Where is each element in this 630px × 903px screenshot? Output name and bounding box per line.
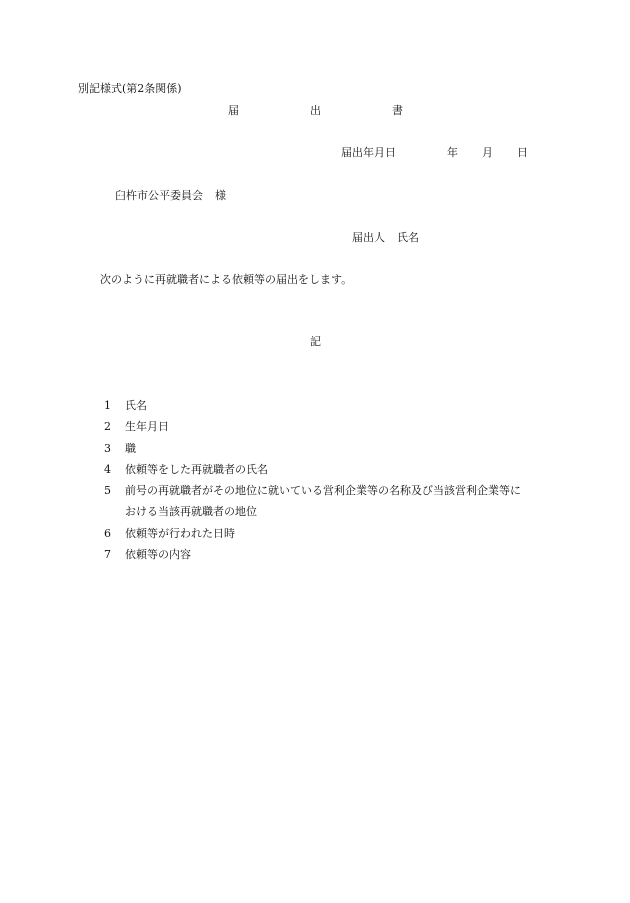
applicant-line [352, 231, 419, 245]
list-item-number: 3 [104, 441, 111, 455]
day-label: 日 [517, 146, 528, 159]
list-item [104, 527, 574, 548]
list-item-continuation [104, 505, 574, 526]
title-char-2: 出 [310, 104, 321, 117]
month-label: 月 [482, 146, 493, 159]
title-char-3: 書 [392, 104, 403, 117]
applicant-label: 届出人 [352, 231, 385, 244]
list-item [104, 548, 574, 569]
list-item-number: 5 [104, 484, 111, 498]
list-item [104, 463, 574, 484]
form-note: 別記様式(第2条関係) [78, 82, 182, 95]
submission-date-label: 届出年月日 [341, 146, 396, 159]
list-item-text: 依頼等が行われた日時 [125, 526, 235, 540]
list-item-number: 2 [104, 420, 111, 434]
year-label: 年 [447, 146, 458, 159]
addressee-name: 臼杵市公平委員会 [115, 189, 203, 202]
list-item-text: 依頼等をした再就職者の氏名 [125, 462, 268, 476]
list-item-text: 前号の再就職者がその地位に就いている営利企業等の名称及び当該営利企業等に [125, 484, 521, 498]
list-item-number: 1 [104, 399, 111, 412]
list-item-text: 依頼等の内容 [125, 548, 191, 562]
list-item-text: 生年月日 [125, 420, 169, 434]
list-item [104, 399, 574, 420]
applicant-name-label: 氏名 [397, 231, 419, 244]
list-item-number: 7 [104, 548, 111, 562]
list-item [104, 420, 574, 441]
list-item-number: 4 [104, 462, 111, 476]
list-item [104, 442, 574, 463]
ki-heading: 記 [310, 335, 321, 348]
list-item-text: 氏名 [125, 399, 147, 412]
item-list [104, 399, 574, 569]
statement-text: 次のように再就職者による依頼等の届出をします。 [100, 273, 353, 286]
list-item [104, 484, 574, 505]
list-item-text: 職 [125, 441, 136, 455]
list-item-number: 6 [104, 526, 111, 540]
list-item-text: おける当該再就職者の地位 [125, 505, 257, 519]
title-char-1: 届 [228, 104, 239, 117]
addressee-honorific: 様 [215, 189, 226, 202]
addressee-line [115, 189, 226, 203]
